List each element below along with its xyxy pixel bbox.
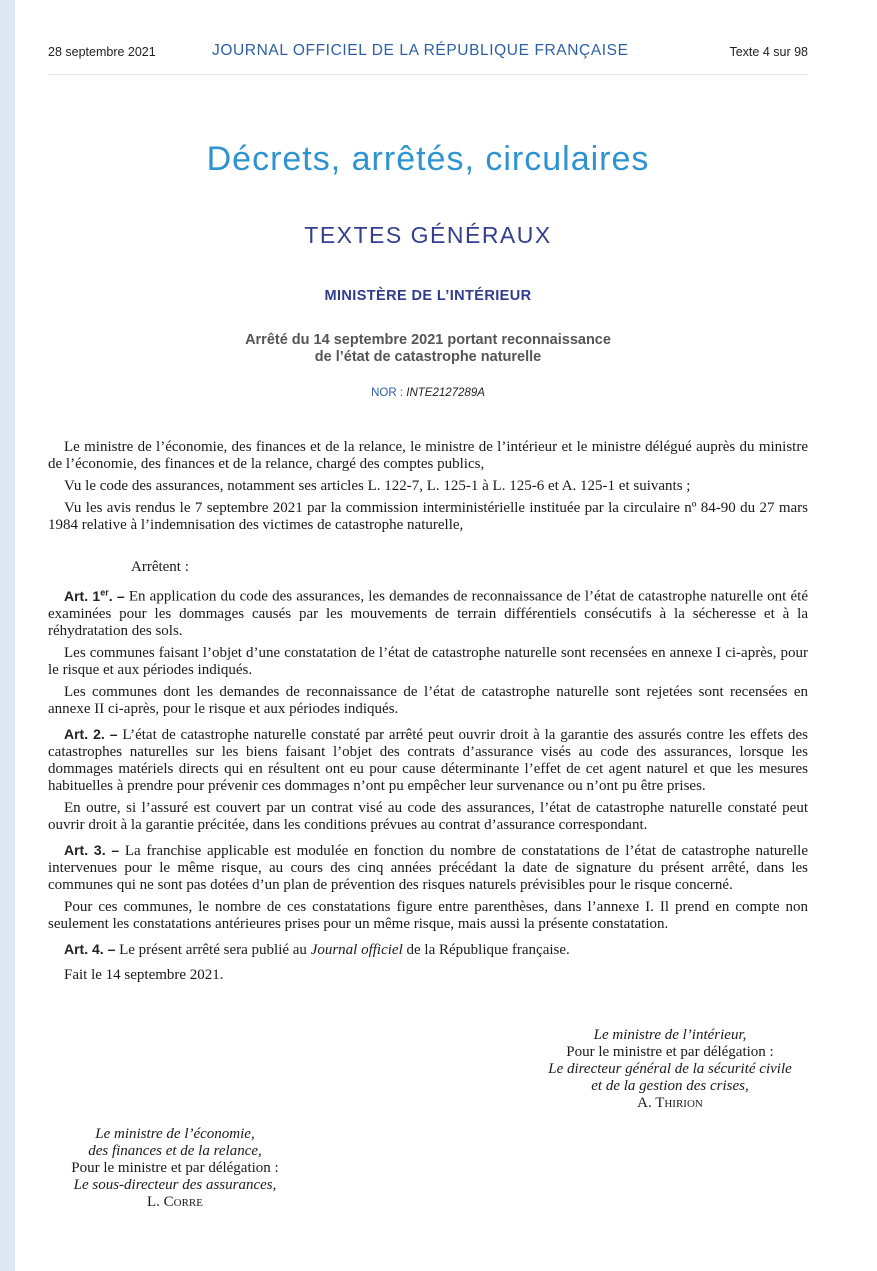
article-2-paragraph-1: Art. 2. – L’état de catastrophe naturelle constaté par arrêté peut ouvrir droit à la garantie des assurés contre les effets des catastrophes naturelles sur les biens faisant l’objet des contrats d’assurance visés au code des assurances, lorsque les dommages matériels directs qui en résultent ont eu pour cause déterminante l’effet de cet agent naturel et que les mesures habituelles à prendre pour prévenir ces dommages n’ont pu empêcher leur survenance ou n’ont pu être prises. (48, 725, 808, 794)
signature-1-name: A. Thirion (637, 1095, 703, 1111)
signature-2-line-2: des finances et de la relance, (88, 1143, 262, 1159)
page-left-margin-bar (0, 0, 15, 1271)
signature-2-line-4: Le sous-directeur des assurances, (73, 1177, 277, 1193)
section-title: TEXTES GÉNÉRAUX (304, 222, 552, 248)
article-4-label: Art. 4. – (64, 940, 116, 957)
signature-2-line-3: Pour le ministre et par délégation : (71, 1160, 279, 1176)
visa-paragraph-2: Vu le code des assurances, notamment ses articles L. 122-7, L. 125-1 à L. 125-6 et A. 125-1 et suivants ; (64, 478, 691, 494)
article-1-label: Art. 1er. – (64, 587, 125, 604)
article-2-label: Art. 2. – (64, 725, 118, 742)
article-4-paragraph: Art. 4. – Le présent arrêté sera publié au Journal officiel de la République française. (64, 940, 570, 958)
nor-label: NOR : (371, 387, 404, 399)
fait-le-line: Fait le 14 septembre 2021. (64, 966, 224, 983)
visa-paragraph-3: Vu les avis rendus le 7 septembre 2021 par la commission interministérielle instituée par la circulaire nº 84-90 du 27 mars 1984 relative à l’indemnisation des victimes de catastrophe naturelle, (48, 500, 808, 533)
rubric-title: Décrets, arrêtés, circulaires (206, 140, 650, 178)
signature-1-line-2: Pour le ministre et par délégation : (566, 1044, 774, 1060)
article-3-paragraph-1: Art. 3. – La franchise applicable est modulée en fonction du nombre de constatations de l’état de catastrophe naturelle intervenues pour le même risque, au cours des cinq années précédant la date de signature du présent arrêté, dans les communes qui ne sont pas dotées d’un plan de prévention des risques naturels prévisibles pour le risque concerné. (48, 841, 809, 893)
journal-officiel-italic: Journal officiel (310, 941, 403, 958)
nor-reference (48, 387, 808, 399)
ministry-name: MINISTÈRE DE L’INTÉRIEUR (324, 288, 532, 304)
page-header (48, 42, 808, 75)
article-1-paragraph-2: Les communes faisant l’objet d’une constatation de l’état de catastrophe naturelle sont recensées en annexe I ci-après, pour le risque et aux périodes indiqués. (48, 644, 808, 678)
arrete-title-line2: de l’état de catastrophe naturelle (314, 349, 542, 365)
signature-2-line-1: Le ministre de l’économie, (95, 1126, 255, 1142)
signature-1-line-4: et de la gestion des crises, (591, 1078, 749, 1094)
article-3-label: Art. 3. – (64, 841, 120, 858)
signature-block-interieur (500, 1027, 840, 1112)
header-journal-title: JOURNAL OFFICIEL DE LA RÉPUBLIQUE FRANÇAISE (212, 42, 629, 59)
signature-1-line-3: Le directeur général de la sécurité civile (548, 1061, 792, 1077)
visa-paragraph-1: Le ministre de l’économie, des finances et de la relance, le ministre de l’intérieur et le ministre délégué auprès du ministre de l’économie, des finances et de la relance, chargé des comptes publics, (48, 439, 808, 472)
header-text-number: Texte 4 sur 98 (729, 45, 808, 59)
article-3-paragraph-2: Pour ces communes, le nombre de ces constatations figure entre parenthèses, dans l’annexe I. Il prend en compte non seulement les constatations antérieures prises pour un même risque, mais aussi la présente constatation. (48, 898, 808, 932)
article-1-paragraph-3: Les communes dont les demandes de reconnaissance de l’état de catastrophe naturelle sont rejetées sont recensées en annexe II ci-après, pour le risque et aux périodes indiqués. (48, 683, 808, 717)
article-1-paragraph-1: Art. 1er. – En application du code des assurances, les demandes de reconnaissance de l’état de catastrophe naturelle ont été examinées pour les dommages causés par les mouvements de terrain différentiels consécutifs à la sécheresse et à la réhydratation des sols. (48, 587, 808, 639)
signature-block-economie (30, 1126, 320, 1211)
arrete-title-line1: Arrêté du 14 septembre 2021 portant reconnaissance (245, 332, 611, 348)
article-2-paragraph-2: En outre, si l’assuré est couvert par un contrat visé au code des assurances, l’état de catastrophe naturelle constaté peut ouvrir droit à la garantie précitée, dans les conditions prévues au contrat d’assurance correspondant. (48, 799, 808, 833)
signature-2-name: L. Corre (146, 1194, 203, 1210)
arrete-title (48, 332, 808, 366)
document-body (48, 439, 808, 984)
signature-1-line-1: Le ministre de l’intérieur, (593, 1027, 747, 1043)
nor-value: INTE2127289A (406, 387, 485, 399)
header-date: 28 septembre 2021 (48, 45, 156, 59)
arretent-line: Arrêtent : (131, 559, 189, 575)
